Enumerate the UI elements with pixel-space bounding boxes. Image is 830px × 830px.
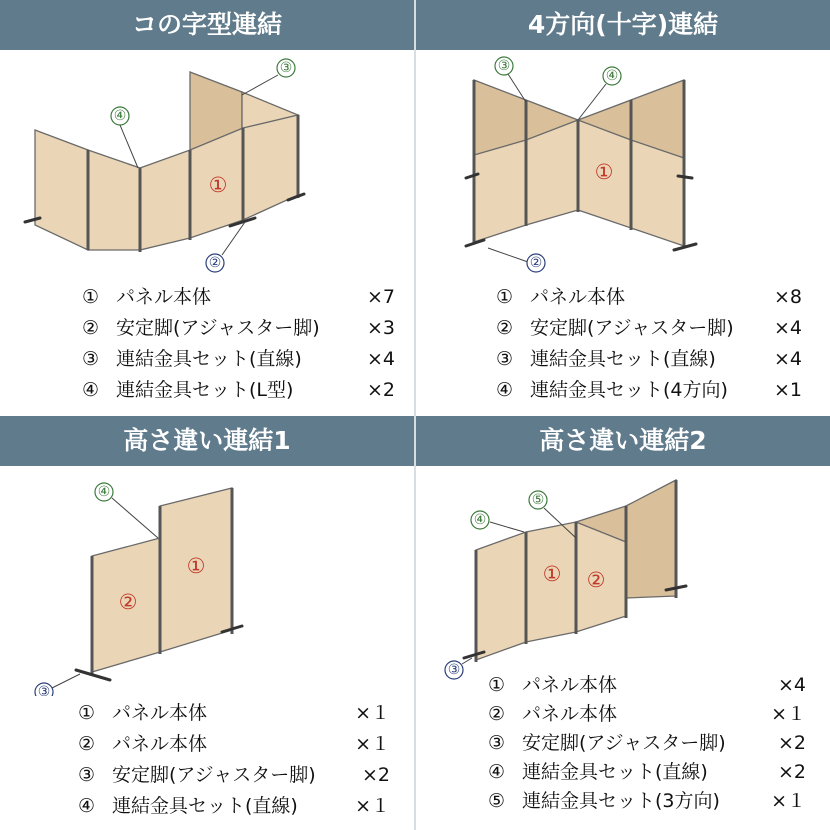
marker-2: ② (529, 255, 543, 271)
u-shape-illustration (0, 50, 414, 280)
marker-4: ④ (113, 108, 127, 124)
marker-4: ④ (605, 68, 619, 84)
list-item: ① パネル本体 ×4 (488, 674, 806, 696)
list-item: ② 安定脚(アジャスター脚) ×3 (82, 317, 395, 339)
height-diff-2-illustration (416, 466, 830, 682)
section-cross (416, 0, 830, 414)
panel (626, 480, 676, 598)
marker-1: ① (208, 173, 228, 197)
marker-2: ② (208, 255, 222, 271)
marker-1: ① (186, 554, 206, 578)
list-item: ④ 連結金具セット(直線) ×2 (488, 761, 806, 783)
marker-3: ③ (279, 60, 293, 76)
list-item: ③ 連結金具セット(直線) ×4 (496, 348, 802, 370)
marker-1: ① (542, 562, 562, 586)
panel (140, 150, 190, 250)
panel (631, 140, 684, 246)
cross-illustration (416, 50, 830, 280)
list-item: ① パネル本体 ×7 (82, 286, 395, 308)
list-item: ② パネル本体 ×１ (488, 703, 806, 725)
marker-2: ② (586, 568, 606, 592)
marker-1: ① (594, 160, 614, 184)
section-title: 4方向(十字)連結 (416, 0, 830, 50)
panel (474, 140, 526, 242)
list-item: ④ 連結金具セット(直線) ×１ (78, 795, 390, 817)
panel (243, 115, 298, 220)
list-item: ① パネル本体 ×8 (496, 286, 802, 308)
list-item: ③ 安定脚(アジャスター脚) ×2 (78, 764, 390, 786)
list-item: ② パネル本体 ×１ (78, 733, 390, 755)
height-diff-1-illustration (0, 466, 414, 696)
panel (476, 532, 526, 660)
list-item: ④ 連結金具セット(4方向) ×1 (496, 379, 802, 401)
list-item: ④ 連結金具セット(L型) ×2 (82, 379, 395, 401)
marker-3: ③ (497, 58, 511, 74)
list-item: ② 安定脚(アジャスター脚) ×4 (496, 317, 802, 339)
marker-5: ⑤ (531, 492, 545, 508)
section-title: コの字型連結 (0, 0, 414, 50)
marker-3: ③ (37, 684, 51, 696)
marker-3: ③ (447, 662, 461, 678)
list-item: ③ 安定脚(アジャスター脚) ×2 (488, 732, 806, 754)
section-title: 高さ違い連結1 (0, 416, 414, 466)
section-u-shape (0, 0, 414, 414)
list-item: ⑤ 連結金具セット(3方向) ×１ (488, 790, 806, 812)
list-item: ③ 連結金具セット(直線) ×4 (82, 348, 395, 370)
panel (35, 130, 88, 250)
section-height-diff-1 (0, 416, 414, 830)
section-height-diff-2 (416, 416, 830, 830)
list-item: ① パネル本体 ×１ (78, 702, 390, 724)
section-title: 高さ違い連結2 (416, 416, 830, 466)
marker-4: ④ (97, 484, 111, 500)
marker-2: ② (118, 590, 138, 614)
panel (88, 150, 140, 250)
marker-4: ④ (473, 512, 487, 528)
